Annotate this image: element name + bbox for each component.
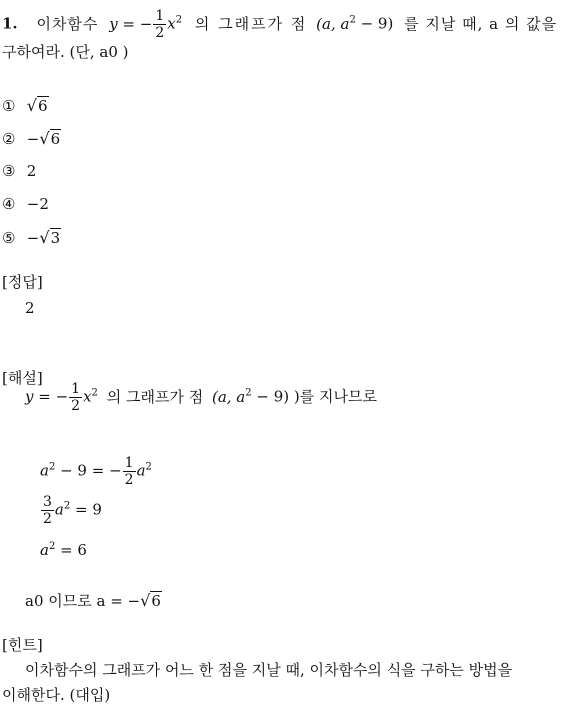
- choice-marker: ⑤: [2, 229, 16, 247]
- hint-line-1: 이차함수의 그래프가 어느 한 점을 지날 때, 이차함수의 식을 구하는 방법을: [25, 661, 513, 679]
- sqrt-6: √6: [140, 591, 161, 610]
- choice-marker: ①: [2, 97, 16, 115]
- answer-value: 2: [25, 299, 35, 317]
- choice-value: −2: [26, 195, 49, 213]
- minus-sign: −: [26, 130, 40, 148]
- question-prefix: 이차함수: [36, 14, 99, 33]
- equation-2-fraction: $\frac{3}{2}$: [43, 494, 52, 527]
- explanation-fraction: $\frac{1}{2}$: [71, 381, 81, 414]
- sqrt-6: √6: [39, 129, 61, 148]
- explanation-label: [해설]: [2, 369, 43, 387]
- question-number: 1.: [2, 14, 18, 33]
- sqrt-3: √3: [39, 228, 61, 247]
- answer-label: [정답]: [2, 273, 43, 291]
- choice-marker: ③: [2, 162, 16, 180]
- choice-marker: ④: [2, 195, 16, 213]
- equation-1: $a^2 - 9$ = − $\frac{1}{2}$ $a^2$: [40, 455, 152, 488]
- question-fraction: $\frac{1}{2}$: [155, 8, 165, 41]
- choice-3[interactable]: [2, 162, 36, 180]
- hint-line-2: 이해한다. (대입): [2, 686, 111, 704]
- question-mid: 의 그래프가 점: [194, 14, 308, 33]
- choice-1[interactable]: [2, 96, 49, 115]
- choice-4[interactable]: [2, 195, 49, 213]
- question-suffix: 를 지날 때, a 의 값을: [404, 14, 558, 33]
- equation-3: $a^2 = 6$: [40, 541, 87, 559]
- choice-marker: ②: [2, 130, 16, 148]
- minus-sign: −: [26, 229, 40, 247]
- choice-value: 2: [26, 162, 37, 180]
- equation-2: $\frac{3}{2}$ $a^2 = 9$: [43, 494, 102, 527]
- choice-5[interactable]: [2, 228, 61, 247]
- choice-2[interactable]: [2, 129, 61, 148]
- hint-label: [힌트]: [2, 636, 43, 654]
- explanation-line-1: y = − $\frac{1}{2}$ $x^2$ 의 그래프가 점 (a, $a^2 - 9$) )를 지나므로: [25, 381, 377, 414]
- question-line-2: 구하여라. (단, a0 ): [2, 43, 129, 61]
- question-eq-x: x: [167, 14, 176, 33]
- question-point: (a, a: [316, 14, 350, 33]
- question-line-1: 1. 이차함수 y = − $\frac{1}{2}$ $x^2$ 의 그래프가 점 (a, $a^2 - 9$) 를 지날 때, a 의 값을: [2, 8, 558, 41]
- conclusion-line: a0 이므로 a = −√6: [25, 591, 161, 610]
- question-eq-y: y = −: [109, 14, 153, 33]
- sqrt-6: √6: [26, 96, 48, 115]
- equation-1-fraction: $\frac{1}{2}$: [124, 455, 134, 488]
